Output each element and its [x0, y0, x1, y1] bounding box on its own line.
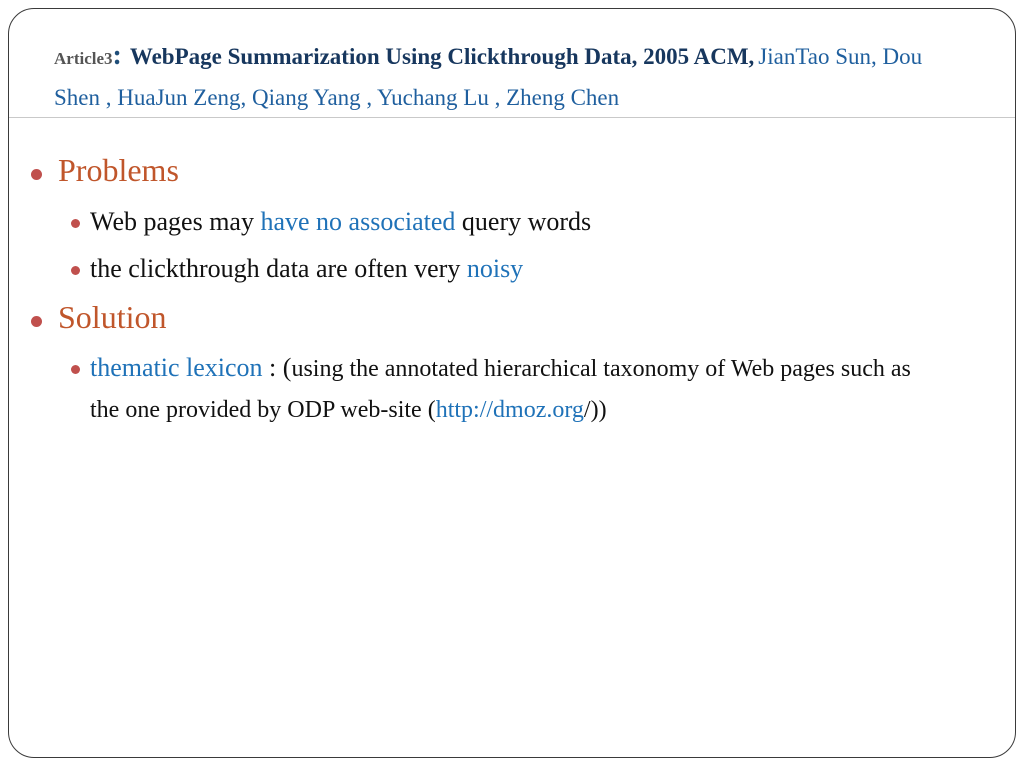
problems-item-1-highlight: have no associated: [260, 207, 456, 236]
solution-item-1-colon: : (: [262, 353, 292, 382]
slide: [8, 8, 1016, 758]
solution-item-1-continuation: [90, 397, 607, 424]
paper-authors: JianTao Sun, Dou Shen , HuaJun Zeng, Qiang Yang , Yuchang Lu , Zheng Chen: [54, 44, 923, 110]
problems-heading: [58, 152, 179, 189]
solution-item-1-highlight: thematic lexicon: [90, 353, 263, 382]
bullet-dot-icon: [71, 219, 80, 228]
slide-title: [54, 37, 954, 120]
solution-heading: [58, 299, 166, 336]
problems-item-2: [90, 254, 523, 284]
paper-title: WebPage Summarization Using Clickthrough Data, 2005 ACM,: [129, 44, 755, 69]
problems-heading-text: Problems: [58, 152, 179, 188]
problems-item-1-before: Web pages may: [90, 207, 261, 236]
solution-item-1-line2-before: the one provided by ODP web-site (: [90, 397, 436, 423]
solution-item-1: [90, 353, 911, 383]
problems-item-1-after: query words: [455, 207, 592, 236]
problems-item-1: [90, 207, 591, 237]
bullet-dot-icon: [71, 266, 80, 275]
bullet-dot-icon: [71, 365, 80, 374]
bullet-dot-icon: [31, 316, 42, 327]
title-divider: [9, 117, 1015, 118]
bullet-dot-icon: [31, 169, 42, 180]
solution-heading-text: Solution: [58, 299, 167, 335]
title-colon: :: [112, 40, 122, 71]
problems-item-2-before: the clickthrough data are often very: [90, 254, 467, 283]
odp-link[interactable]: http://dmoz.org: [435, 397, 584, 423]
solution-item-1-line2-after: /)): [583, 397, 607, 423]
solution-item-1-line1: using the annotated hierarchical taxonomy of Web pages such as: [291, 356, 911, 382]
problems-item-2-highlight: noisy: [466, 254, 524, 283]
article-label: Article3: [54, 49, 113, 68]
